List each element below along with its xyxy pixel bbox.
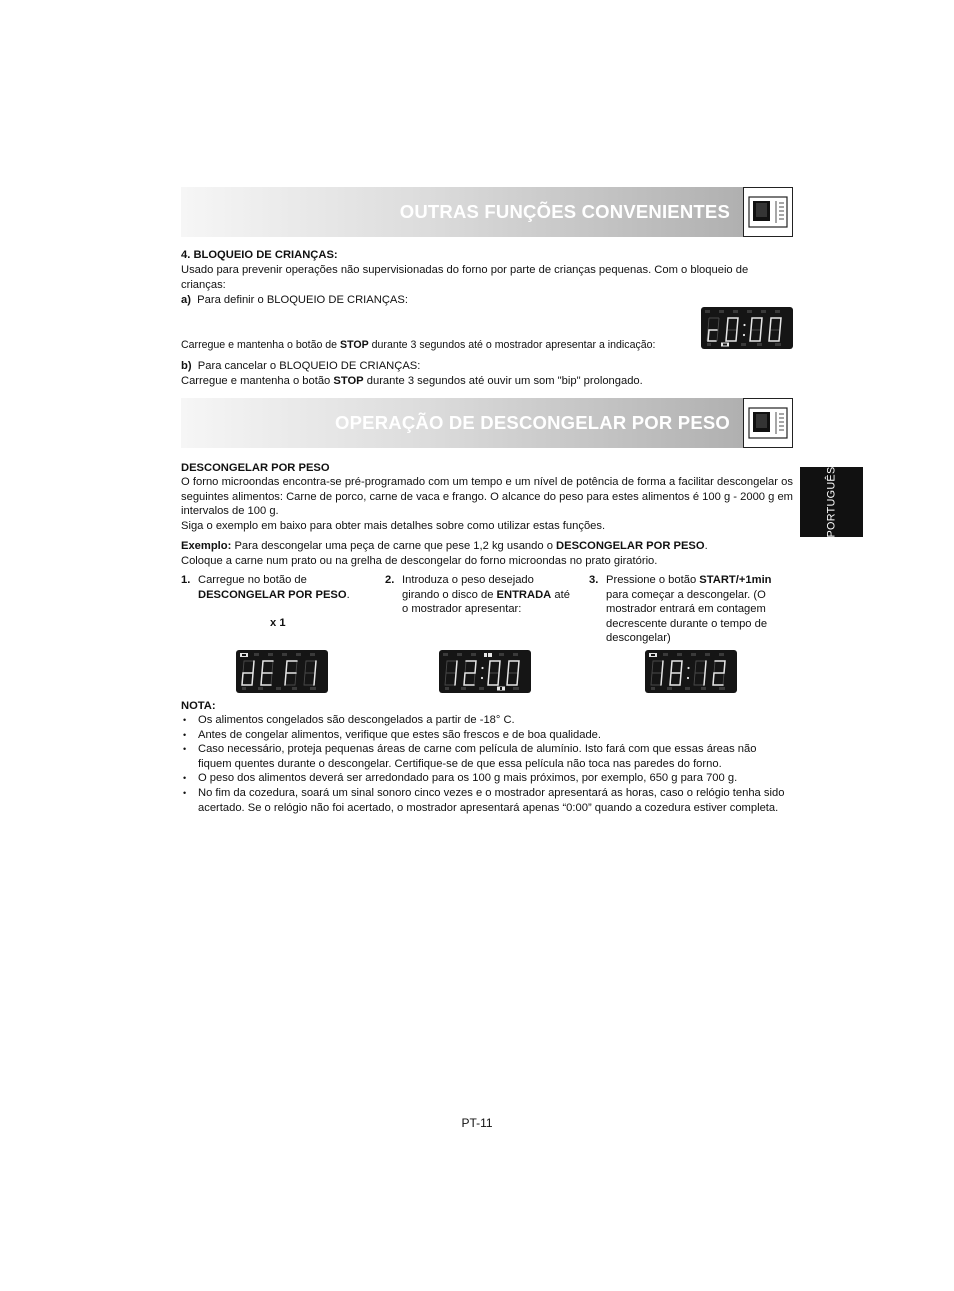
note-item: • Os alimentos congelados são descongelados a partir de -18° C. [181, 713, 793, 728]
lcd-display-def1 [236, 650, 328, 693]
child-lock-cancel-line [181, 359, 420, 374]
child-lock-heading: 4. BLOQUEIO DE CRIANÇAS: [181, 249, 338, 261]
weight-defrost-follow: Siga o exemplo em baixo para obter mais detalhes sobre como utilizar estas funções. [181, 520, 606, 532]
step-2-text: Introduza o peso desejado girando o disco de ENTRADA até o mostrador apresentar: [402, 574, 570, 616]
weight-defrost-heading: DESCONGELAR POR PESO [181, 462, 330, 474]
step-b-label: b) [181, 360, 192, 372]
language-tab-label: PORTUGUÊS [825, 466, 838, 538]
child-lock-cancel-instruction: Carregue e mantenha o botão STOP durante 3 segundos até ouvir um som "bip" prolongado. [181, 375, 643, 387]
note-item: • O peso dos alimentos deverá ser arredondado para os 100 g mais próximos, por exemplo, 650 g para 700 g. [181, 771, 793, 786]
example-line-2: Coloque a carne num prato ou na grelha de descongelar do forno microondas no prato giratório. [181, 555, 658, 567]
page-number: PT-11 [461, 1116, 493, 1130]
lcd-display-1200 [439, 650, 531, 693]
step-a-label: a) [181, 294, 191, 306]
step-a-text: Para definir o BLOQUEIO DE CRIANÇAS: [197, 294, 408, 306]
child-lock-set-line [181, 293, 408, 308]
microwave-icon [743, 187, 793, 237]
step-1-text: Carregue no botão de DESCONGELAR POR PESO. [198, 574, 350, 601]
section-title: OUTRAS FUNÇÕES CONVENIENTES [399, 201, 730, 222]
section-banner-other-functions [181, 187, 793, 237]
note-item: • Caso necessário, proteja pequenas áreas de carne com película de alumínio. Isto fará com que essas áreas não fiquem quentes durante o descongelar. Certifique-se de que essa película não toca nas paredes do forno. [181, 742, 793, 771]
microwave-icon [743, 398, 793, 448]
note-item: • Antes de congelar alimentos, verifique que estes são frescos e de boa qualidade. [181, 728, 793, 743]
language-tab [800, 467, 863, 537]
example-line: Exemplo: Para descongelar uma peça de carne que pese 1,2 kg usando o DESCONGELAR POR PESO. [181, 540, 708, 552]
note-item: • No fim da cozedura, soará um sinal sonoro cinco vezes e o mostrador apresentará as horas, caso o relógio tenha sido acertado. Se o relógio não foi acertado, o mostrador apresentará apenas “0:00” quando a cozedura estiver completa. [181, 786, 793, 815]
step-1-press-count: x 1 [270, 617, 286, 629]
section-banner-weight-defrost [181, 398, 793, 448]
step-b-text: Para cancelar o BLOQUEIO DE CRIANÇAS: [197, 360, 421, 372]
notes-list [181, 713, 793, 815]
child-lock-set-instruction: Carregue e mantenha o botão de STOP durante 3 segundos até o mostrador apresentar a indicação: [181, 339, 656, 351]
child-lock-intro: Usado para prevenir operações não supervisionadas do forno por parte de crianças pequenas. Com o bloqueio de crianças: [181, 264, 749, 291]
lcd-display-child-lock [701, 307, 793, 349]
weight-defrost-body: O forno microondas encontra-se pré-programado com um tempo e um nível de potência de forma a facilitar descongelar os seguintes alimentos: Carne de porco, carne de vaca e frango. O alcance do peso para estes alimentos é 100 g - 2000 g em intervalos de 100 g. [181, 476, 793, 518]
notes-heading: NOTA: [181, 700, 216, 712]
section-title: OPERAÇÃO DE DESCONGELAR POR PESO [335, 412, 730, 433]
step-3-text: Pressione o botão START/+1min para começar a descongelar. (O mostrador entrará em contagem decrescente durante o tempo de descongelar) [606, 574, 772, 645]
lcd-display-1812 [645, 650, 737, 693]
